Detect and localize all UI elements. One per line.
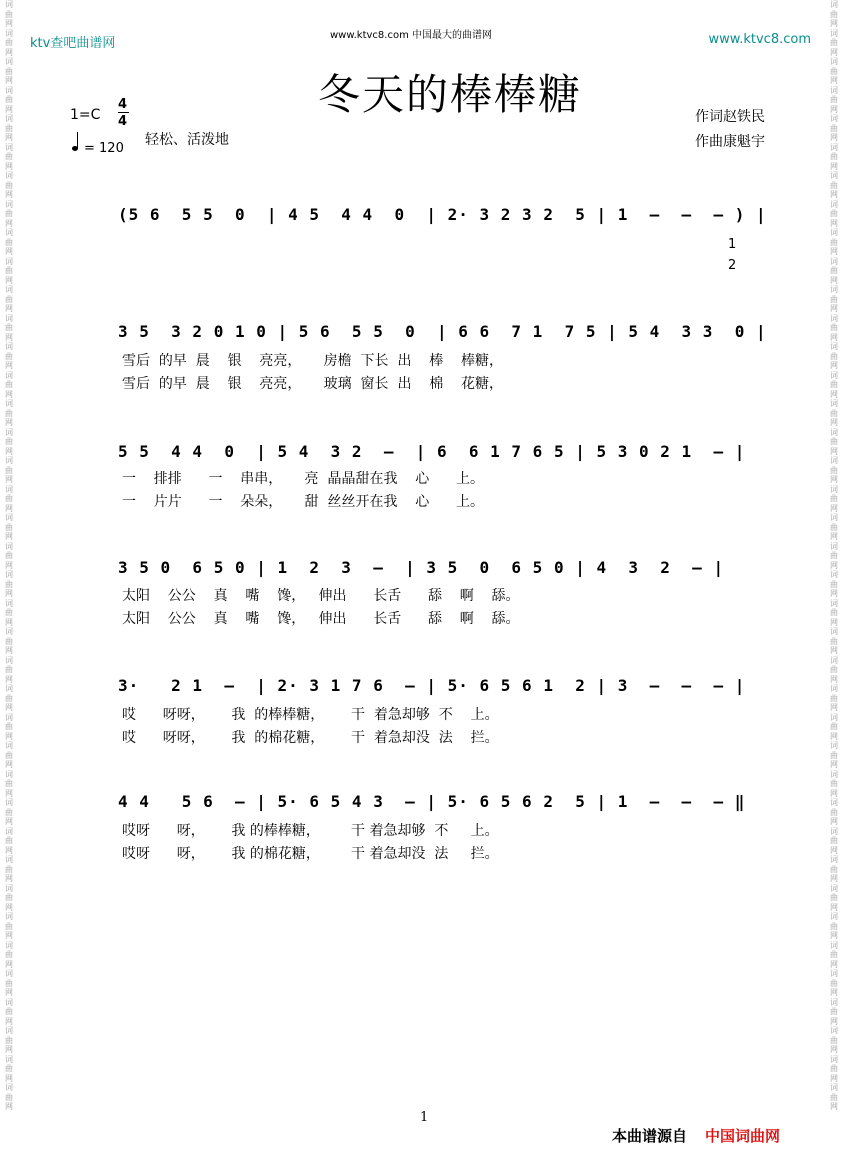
- time-signature-line: [118, 112, 129, 113]
- notation-line: (5 6 5 5 0 | 4 5 4 4 0 | 2· 3 2 3 2 5 | 1 – – – ) |: [118, 205, 767, 224]
- key-signature: 1=C: [70, 107, 101, 123]
- time-signature-top: 4: [118, 97, 128, 112]
- notation-line: 3 5 3 2 0 1 0 | 5 6 5 5 0 | 6 6 7 1 7 5 | 5 4 3 3 0 |: [118, 322, 767, 341]
- page-number: 1: [420, 1110, 429, 1125]
- composer-credit: 作曲康魁宇: [695, 134, 765, 150]
- lyric-verse-1: 雪后 的早 晨 银 亮亮， 房檐 下长 出 棒 棒糖，: [122, 353, 504, 369]
- quarter-note-head-icon: [72, 146, 78, 151]
- style-marking: 轻松、活泼地: [145, 132, 229, 148]
- lyric-verse-1: 一 排排 一 串串， 亮 晶晶甜在我 心 上。: [122, 471, 484, 487]
- song-title: 冬天的棒棒糖: [318, 70, 583, 119]
- time-signature-bottom: 4: [118, 114, 128, 129]
- lyric-verse-2: 哎 呀呀， 我 的棉花糖， 干 着急却没 法 拦。: [122, 730, 499, 746]
- notation-line: 5 5 4 4 0 | 5 4 3 2 – | 6 6 1 7 6 5 | 5 3 0 2 1 – |: [118, 442, 746, 461]
- lyricist-credit: 作词赵铁民: [695, 109, 765, 125]
- lyric-verse-2: 一 片片 一 朵朵， 甜 丝丝开在我 心 上。: [122, 494, 484, 510]
- brand-right-link[interactable]: www.ktvc8.com: [708, 32, 811, 47]
- notation-line: 3 5 0 6 5 0 | 1 2 3 – | 3 5 0 6 5 0 | 4 3 2 – |: [118, 558, 725, 577]
- source-label: 本曲谱源自: [612, 1127, 688, 1145]
- notation-line: 4 4 5 6 – | 5· 6 5 4 3 – | 5· 6 5 6 2 5 | 1 – – – ‖: [118, 792, 746, 811]
- lyric-verse-1: 哎呀 呀， 我 的棒棒糖， 干 着急却够 不 上。: [122, 823, 499, 839]
- brand-left-link[interactable]: ktv查吧曲谱网: [30, 36, 116, 51]
- lyric-verse-1: 太阳 公公 真 嘴 馋， 伸出 长舌 舔 啊 舔。: [122, 588, 520, 604]
- brand-center-text: www.ktvc8.com 中国最大的曲谱网: [330, 30, 493, 41]
- lyric-verse-1: 哎 呀呀， 我 的棒棒糖， 干 着急却够 不 上。: [122, 707, 499, 723]
- tempo-marking: = 120: [84, 141, 124, 156]
- notation-line: 3· 2 1 – | 2· 3 1 7 6 – | 5· 6 5 6 1 2 | 3 – – – |: [118, 676, 746, 695]
- ending-marker-2: 2: [728, 258, 737, 273]
- source-name-link[interactable]: 中国词曲网: [705, 1127, 781, 1145]
- lyric-verse-2: 哎呀 呀， 我 的棉花糖， 干 着急却没 法 拦。: [122, 846, 499, 862]
- source-credit: [612, 1125, 780, 1146]
- side-watermark-right: 词曲网词曲网词曲网词曲网词曲网词曲网词曲网词曲网词曲网词曲网词曲网词曲网词曲网词曲网词曲网词曲网词曲网词曲网词曲网词曲网词曲网词曲网词曲网词曲网词曲网词曲网词曲网词曲网词曲网词曲网词曲网词曲网词曲网词曲网词曲网词曲网词曲网词曲网词曲网: [830, 0, 838, 1111]
- lyric-verse-2: 太阳 公公 真 嘴 馋， 伸出 长舌 舔 啊 舔。: [122, 611, 520, 627]
- ending-marker-1: 1: [728, 237, 737, 252]
- lyric-verse-2: 雪后 的早 晨 银 亮亮， 玻璃 窗长 出 棉 花糖，: [122, 376, 504, 392]
- side-watermark-left: 词曲网词曲网词曲网词曲网词曲网词曲网词曲网词曲网词曲网词曲网词曲网词曲网词曲网词曲网词曲网词曲网词曲网词曲网词曲网词曲网词曲网词曲网词曲网词曲网词曲网词曲网词曲网词曲网词曲网词曲网词曲网词曲网词曲网词曲网词曲网词曲网词曲网词曲网词曲网: [5, 0, 13, 1111]
